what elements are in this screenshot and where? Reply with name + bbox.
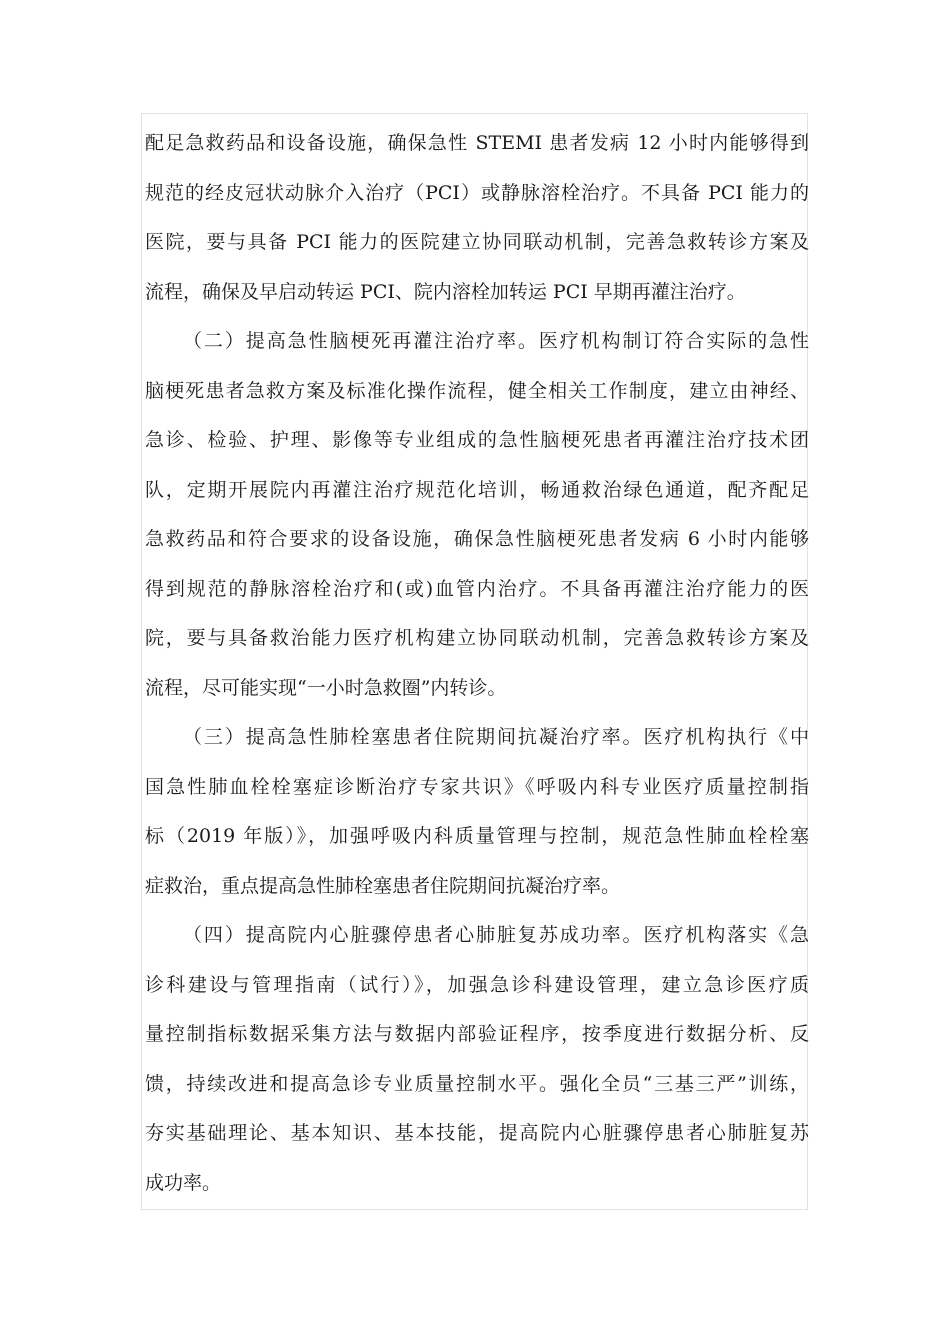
text-line: 馈，持续改进和提高急诊专业质量控制水平。强化全员“三基三严”训练，	[145, 1072, 809, 1095]
text-line: 得到规范的静脉溶栓治疗和(或)血管内治疗。不具备再灌注治疗能力的医	[145, 577, 809, 600]
paragraph-pulmonary-embolism	[145, 713, 809, 911]
text-line: 国急性肺血栓栓塞症诊断治疗专家共识》《呼吸内科专业医疗质量控制指	[145, 775, 809, 798]
text-line: 急诊、检验、护理、影像等专业组成的急性脑梗死患者再灌注治疗技术团	[145, 429, 809, 451]
text-line: 夯实基础理论、基本知识、基本技能，提高院内心脏骤停患者心肺脏复苏	[145, 1122, 809, 1144]
text-line: （三）提高急性肺栓塞患者住院期间抗凝治疗率。医疗机构执行《中	[183, 726, 809, 748]
text-line: 流程，尽可能实现“一小时急救圈”内转诊。	[145, 676, 507, 699]
text-line: 医院，要与具备 PCI 能力的医院建立协同联动机制，完善急救转诊方案及	[145, 231, 809, 253]
text-line: 成功率。	[145, 1171, 222, 1194]
paragraph-stroke-reperfusion	[145, 317, 809, 713]
paragraph-cardiac-arrest	[145, 911, 809, 1208]
text-line: 标（2019 年版）》，加强呼吸内科质量管理与控制，规范急性肺血栓栓塞	[145, 825, 809, 847]
text-line: （二）提高急性脑梗死再灌注治疗率。医疗机构制订符合实际的急性	[183, 330, 809, 352]
text-line: 诊科建设与管理指南（试行）》，加强急诊科建设管理，建立急诊医疗质	[145, 973, 809, 996]
text-line: （四）提高院内心脏骤停患者心肺脏复苏成功率。医疗机构落实《急	[183, 924, 809, 946]
document-body	[145, 119, 809, 1208]
text-line: 急救药品和符合要求的设备设施，确保急性脑梗死患者发病 6 小时内能够	[145, 528, 809, 550]
text-line: 流程，确保及早启动转运 PCI、院内溶栓加转运 PCI 早期再灌注治疗。	[145, 280, 746, 303]
text-line: 队，定期开展院内再灌注治疗规范化培训，畅通救治绿色通道，配齐配足	[145, 478, 809, 501]
text-line: 规范的经皮冠状动脉介入治疗（PCI）或静脉溶栓治疗。不具备 PCI 能力的	[145, 181, 809, 204]
text-line: 量控制指标数据采集方法与数据内部验证程序，按季度进行数据分析、反	[145, 1023, 809, 1045]
text-line: 院，要与具备救治能力医疗机构建立协同联动机制，完善急救转诊方案及	[145, 627, 809, 649]
text-line: 配足急救药品和设备设施，确保急性 STEMI 患者发病 12 小时内能够得到	[145, 132, 809, 154]
text-line: 脑梗死患者急救方案及标准化操作流程，健全相关工作制度，建立由神经、	[145, 379, 809, 402]
text-line: 症救治，重点提高急性肺栓塞患者住院期间抗凝治疗率。	[145, 874, 621, 897]
paragraph-stemi-continuation	[145, 119, 809, 317]
